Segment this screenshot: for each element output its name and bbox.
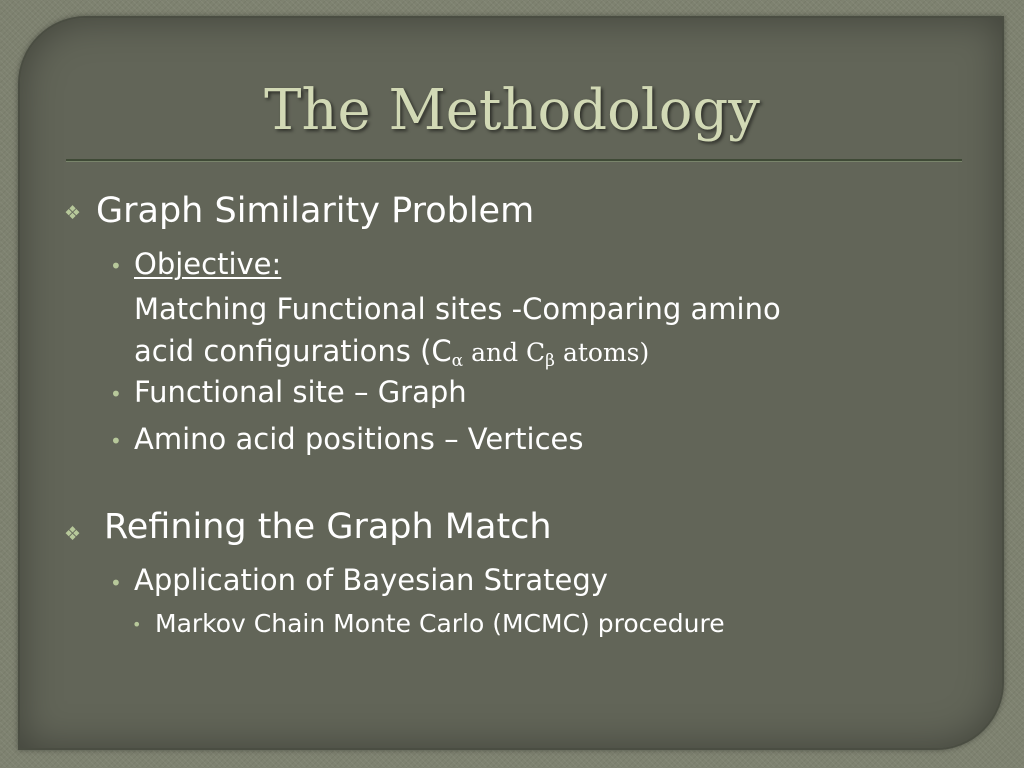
sub-bullet-functional-site: Functional site – Graph (134, 375, 467, 409)
atoms-text: atoms) (555, 338, 650, 367)
sub-bullet-objective (134, 247, 281, 281)
title-divider (66, 159, 962, 161)
alpha-subscript: α (451, 351, 464, 371)
dot-bullet-icon: • (110, 254, 122, 278)
four-diamond-bullet-icon: ❖ (64, 523, 82, 545)
objective-line-2 (134, 334, 649, 371)
dot-bullet-icon: • (132, 615, 142, 634)
and-c-text: and C (463, 338, 546, 367)
objective-label: Objective: (134, 247, 282, 281)
dot-bullet-icon: • (110, 571, 122, 595)
objective-line-1: Matching Functional sites -Comparing amino (134, 292, 781, 326)
sub-bullet-bayesian-strategy: Application of Bayesian Strategy (134, 563, 608, 597)
sub-sub-bullet-mcmc: Markov Chain Monte Carlo (MCMC) procedure (155, 609, 725, 638)
dot-bullet-icon: • (110, 429, 122, 453)
bullet-graph-similarity: Graph Similarity Problem (96, 191, 535, 231)
beta-subscript: β (545, 351, 555, 371)
four-diamond-bullet-icon: ❖ (64, 202, 82, 224)
slide-title: The Methodology (264, 78, 760, 143)
dot-bullet-icon: • (110, 382, 122, 406)
sub-bullet-amino-acid-positions: Amino acid positions – Vertices (134, 422, 584, 456)
bullet-refining-graph-match: Refining the Graph Match (104, 507, 552, 547)
objective-line-2-prefix: acid configurations (C (134, 334, 452, 368)
